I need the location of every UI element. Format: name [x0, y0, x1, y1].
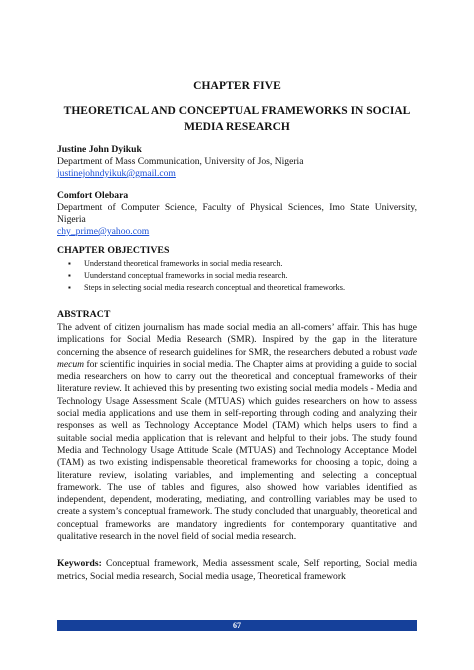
abstract-text-part2: for scientific inquiries in social media. The Chapter aims at providing a guide to social media researchers on how to carry out the theoretical and conceptual frameworks of their literature review. It achieved this by presenting two existing social media models - Media and Technology Usage Assessment Scale (MTUAS) which guides researchers on how to assess social media applications and use them in self-reporting through coding and analyzing their responses as well as Technology Acceptance Model (TAM) which helps users to find a suitable social media application that is relevant and helpful to their jobs. The study found Media and Technology Usage Attitude Scale (MTUAS) and Technology Acceptance Model (TAM) as two existing indispensable theoretical frameworks for choosing a topic, doing a literature review, isolating variables, and implementing and selecting a conceptual framework. The use of tables and figures, also showed how variables identified as independent, dependent, moderating, mediating, and controlling variables may be used to create a system’s conceptual framework. The study concluded that unarguably, theoretical and conceptual frameworks are mandatory ingredients for contemporary quantitative and qualitative research in the novel field of social media research.: [57, 358, 417, 543]
objective-text: Uunderstand conceptual frameworks in social media research.: [84, 271, 288, 280]
list-item: [68, 282, 417, 294]
list-item: [68, 270, 417, 282]
bullet-icon: ▪: [68, 283, 71, 292]
abstract-text-part1: The advent of citizen journalism has made social media an all-comers’ affair. This has huge implications for Social Media Research (SMR). Inspired by the gap in the literature concerning the absence of research guidelines for SMR, the researchers debuted a robust: [57, 322, 417, 358]
author-affiliation: Department of Computer Science, Faculty of Physical Sciences, Imo State University,: [57, 202, 417, 213]
author-block-2: [57, 190, 417, 238]
objective-text: Understand theoretical frameworks in social media research.: [84, 259, 283, 268]
abstract-italic-term: vade mecum: [57, 346, 417, 370]
page-number: 67: [233, 621, 241, 630]
author-affiliation-country: Nigeria: [57, 214, 86, 225]
abstract-section: [57, 309, 417, 543]
chapter-number: CHAPTER FIVE: [193, 80, 281, 92]
keywords-section: [57, 558, 417, 583]
abstract-heading: ABSTRACT: [57, 309, 111, 320]
chapter-title: THEORETICAL AND CONCEPTUAL FRAMEWORKS IN SOCIAL MEDIA RESEARCH: [63, 105, 411, 133]
bullet-icon: ▪: [68, 271, 71, 280]
keywords-text: Conceptual framework, Media assessment scale, Self reporting, Social media metrics, Social media research, Social media usage, Theoretical framework: [57, 558, 417, 582]
author-affiliation: Department of Mass Communication, University of Jos, Nigeria: [57, 156, 304, 167]
footer-bar: [57, 620, 417, 631]
chapter-objectives: [57, 245, 417, 294]
author-email-link[interactable]: chy_prime@yahoo.com: [57, 226, 150, 237]
abstract-body: [57, 322, 417, 543]
objective-text: Steps in selecting social media research conceptual and theoretical frameworks.: [84, 283, 345, 292]
list-item: [68, 258, 417, 270]
keywords-label: Keywords:: [57, 558, 102, 569]
author-name: Justine John Dyikuk: [57, 144, 142, 155]
bullet-icon: ▪: [68, 259, 71, 268]
author-name: Comfort Olebara: [57, 190, 129, 201]
objectives-heading: CHAPTER OBJECTIVES: [57, 245, 170, 256]
objectives-list: [57, 258, 417, 294]
author-email-link[interactable]: justinejohndyikuk@gmail.com: [57, 168, 176, 179]
author-block-1: [57, 144, 417, 180]
